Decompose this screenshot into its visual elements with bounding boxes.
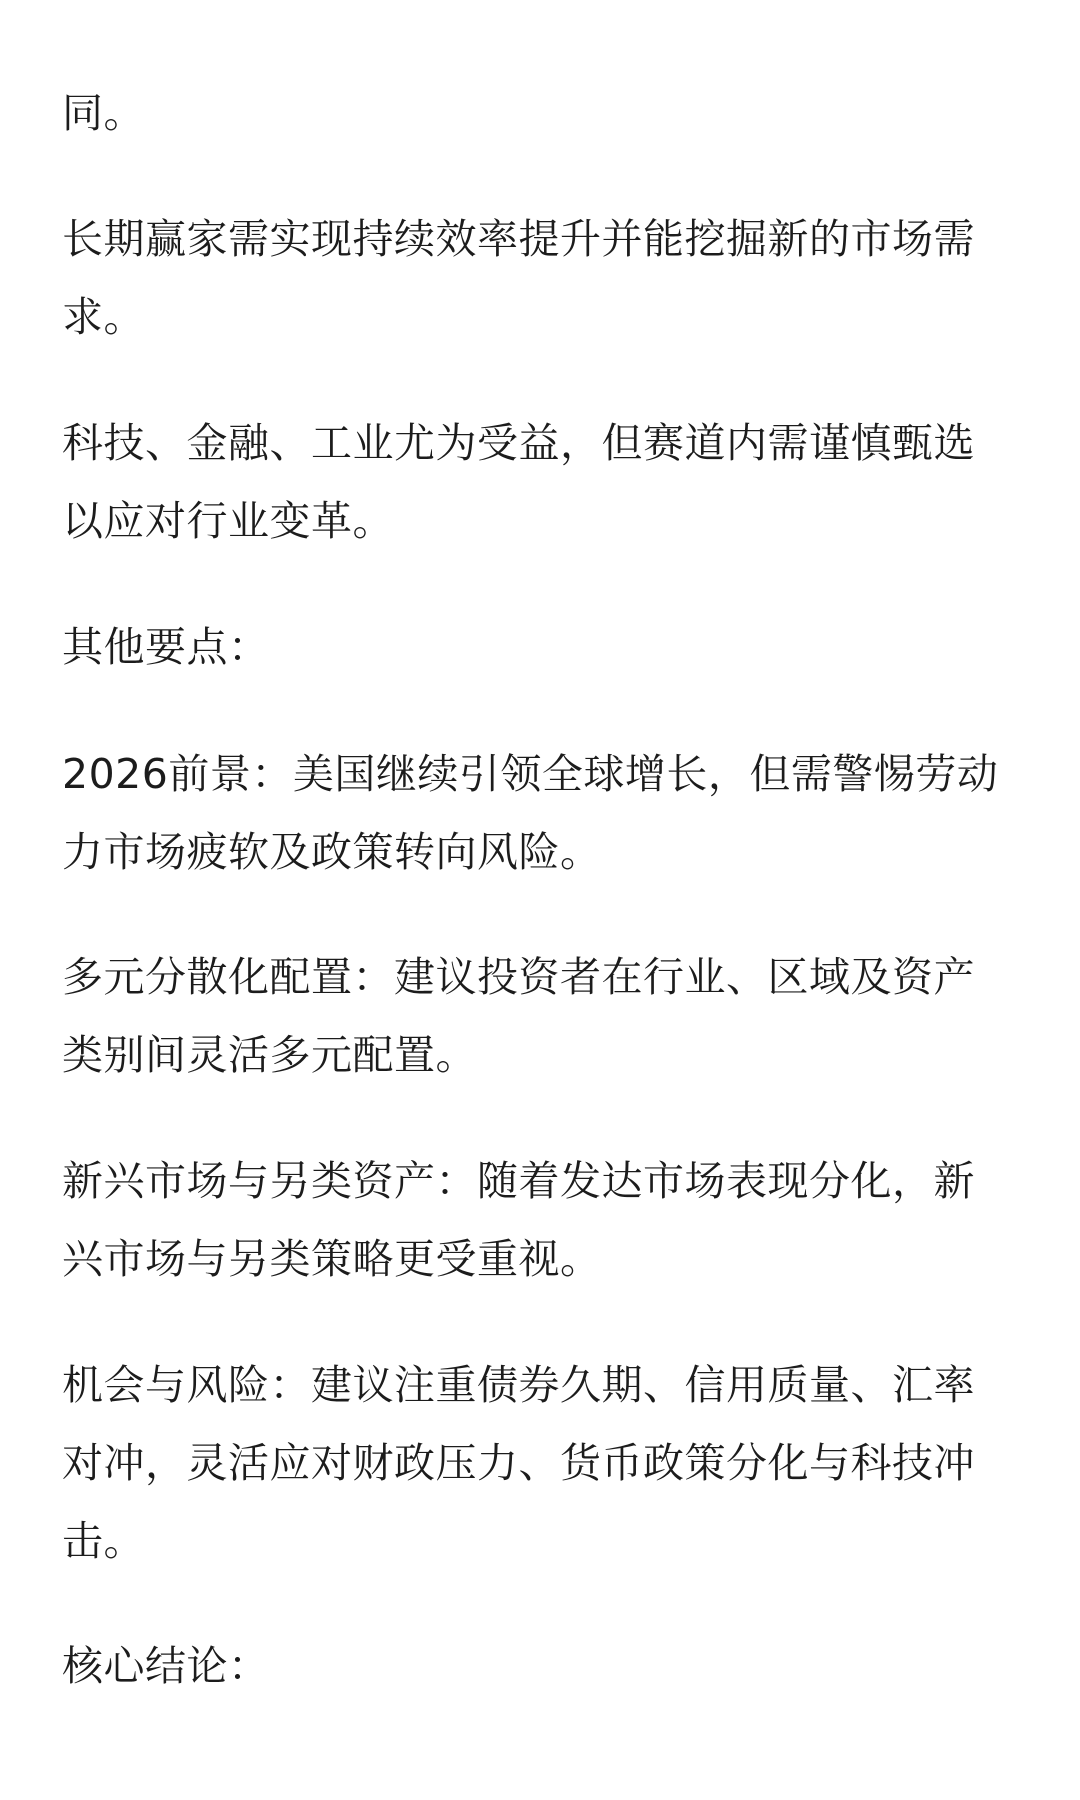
paragraph-line: 类别间灵活多元配置。 xyxy=(62,1031,477,1079)
paragraph-line: 新兴市场与另类资产：随着发达市场表现分化，新 xyxy=(62,1157,975,1205)
paragraph-line: 兴市场与另类策略更受重视。 xyxy=(62,1235,602,1283)
paragraph-line: 同。 xyxy=(62,89,145,137)
paragraph-line: 机会与风险：建议注重债券久期、信用质量、汇率 xyxy=(62,1361,975,1409)
paragraph-line: 长期赢家需实现持续效率提升并能挖掘新的市场需 xyxy=(62,215,975,263)
paragraph-line: 以应对行业变革。 xyxy=(62,497,394,545)
paragraph-line: 其他要点： xyxy=(62,623,270,671)
paragraph-line: 2026前景：美国继续引领全球增长，但需警惕劳动 xyxy=(62,750,999,798)
paragraph-line: 击。 xyxy=(62,1517,145,1565)
paragraph-line: 科技、金融、工业尤为受益，但赛道内需谨慎甄选 xyxy=(62,419,975,467)
paragraph-line: 核心结论： xyxy=(62,1642,270,1690)
paragraph-line: 多元分散化配置：建议投资者在行业、区域及资产 xyxy=(62,953,975,1001)
paragraph-line: 求。 xyxy=(62,293,145,341)
paragraph-line: 对冲，灵活应对财政压力、货币政策分化与科技冲 xyxy=(62,1439,975,1487)
paragraph-line: 力市场疲软及政策转向风险。 xyxy=(62,828,602,876)
